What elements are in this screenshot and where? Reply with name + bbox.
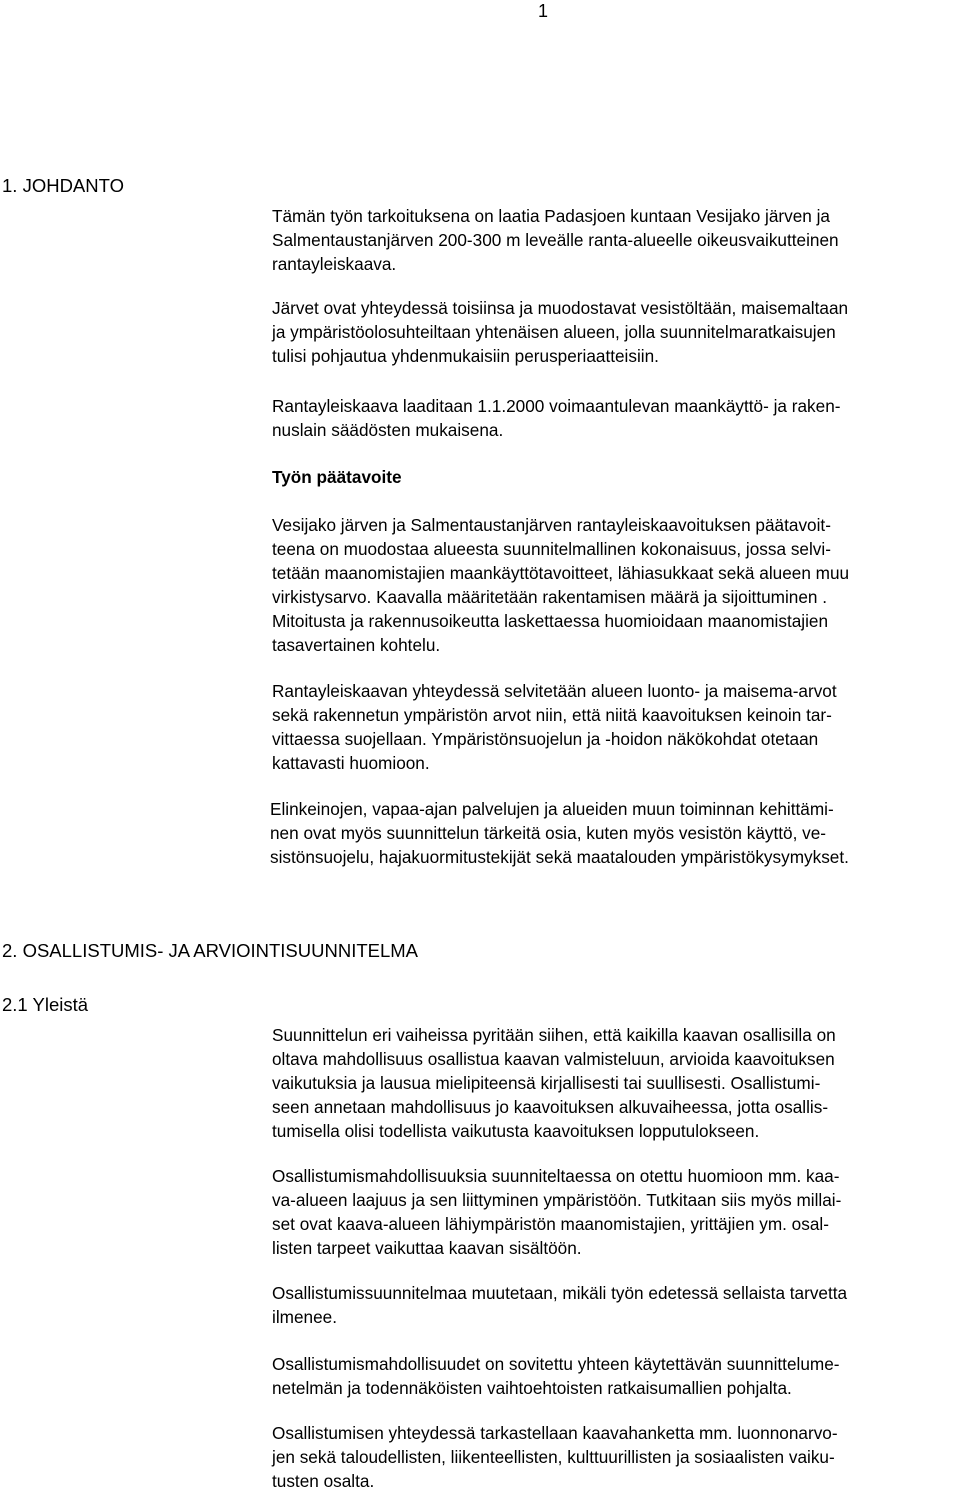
text-line: nen ovat myös suunnittelun tärkeitä osia, kuten myös vesistön käyttö, ve-	[270, 823, 827, 843]
text-line: tumisella olisi todellista vaikutusta kaavoituksen lopputulokseen.	[272, 1121, 760, 1141]
text-line: Osallistumismahdollisuudet on sovitettu yhteen käytettävän suunnittelume-	[272, 1354, 840, 1374]
section-2-heading: 2. OSALLISTUMIS- JA ARVIOINTISUUNNITELMA	[2, 940, 419, 961]
text-line: Vesijako järven ja Salmentaustanjärven rantayleiskaavoituksen päätavoit-	[272, 515, 831, 535]
text-line: oltava mahdollisuus osallistua kaavan valmisteluun, arvioida kaavoituksen	[272, 1049, 835, 1069]
text-line: vittaessa suojellaan. Ympäristönsuojelun ja -hoidon näkökohdat otetaan	[272, 729, 819, 749]
text-line: ja ympäristöolosuhteiltaan yhtenäisen alueen, jolla suunnitelmaratkaisujen	[272, 322, 836, 342]
text-line: set ovat kaava-alueen lähiympäristön maanomistajien, yrittäjien ym. osal-	[272, 1214, 829, 1234]
text-line: Rantayleiskaava laaditaan 1.1.2000 voimaantulevan maankäyttö- ja raken-	[272, 396, 841, 416]
text-line: tulisi pohjautua yhdenmukaisiin perusperiaatteisiin.	[272, 346, 659, 366]
text-line: va-alueen laajuus ja sen liittyminen ympäristöön. Tutkitaan siis myös millai-	[272, 1190, 842, 1210]
text-line: Rantayleiskaavan yhteydessä selvitetään alueen luonto- ja maisema-arvot	[272, 681, 837, 701]
text-line: Elinkeinojen, vapaa-ajan palvelujen ja alueiden muun toiminnan kehittämi-	[270, 799, 834, 819]
text-line: listen tarpeet vaikuttaa kaavan sisältöön.	[272, 1238, 582, 1258]
text-line: Tämän työn tarkoituksena on laatia Padasjoen kuntaan Vesijako järven ja	[272, 206, 830, 226]
text-line: vaikutuksia ja lausua mielipiteensä kirjallisesti tai suullisesti. Osallistumi-	[272, 1073, 821, 1093]
text-line: Osallistumissuunnitelmaa muutetaan, mikäli työn edetessä sellaista tarvetta	[272, 1283, 848, 1303]
text-line: tasavertainen kohtelu.	[272, 635, 441, 655]
text-line: Salmentaustanjärven 200-300 m leveälle ranta-alueelle oikeusvaikutteinen	[272, 230, 839, 250]
text-line: virkistysarvo. Kaavalla määritetään rakentamisen määrä ja sijoittuminen .	[272, 587, 828, 607]
subheading-tyon-paatavoite: Työn päätavoite	[272, 467, 402, 487]
text-line: jen sekä taloudellisten, liikenteellisten, kulttuurillisten ja sosiaalisten vaiku-	[272, 1447, 835, 1467]
text-line: nuslain säädösten mukaisena.	[272, 420, 504, 440]
section-2-1-heading: 2.1 Yleistä	[2, 994, 89, 1015]
text-line: sistönsuojelu, hajakuormitustekijät sekä maatalouden ympäristökysymykset.	[270, 847, 849, 867]
text-line: Järvet ovat yhteydessä toisiinsa ja muodostavat vesistöltään, maisemaltaan	[272, 298, 849, 318]
text-line: kattavasti huomioon.	[272, 753, 430, 773]
text-line: teena on muodostaa alueesta suunnitelmallinen kokonaisuus, jossa selvi-	[272, 539, 831, 559]
page-number: 1	[538, 1, 549, 21]
text-line: Suunnittelun eri vaiheissa pyritään siihen, että kaikilla kaavan osallisilla on	[272, 1025, 836, 1045]
text-line: ilmenee.	[272, 1307, 337, 1327]
text-line: sekä rakennetun ympäristön arvot niin, että niitä kaavoituksen keinoin tar-	[272, 705, 832, 725]
text-line: Osallistumismahdollisuuksia suunniteltaessa on otettu huomioon mm. kaa-	[272, 1166, 840, 1186]
text-line: Osallistumisen yhteydessä tarkastellaan kaavahanketta mm. luonnonarvo-	[272, 1423, 838, 1443]
text-line: netelmän ja todennäköisten vaihtoehtoisten ratkaisumallien pohjalta.	[272, 1378, 792, 1398]
text-line: tetään maanomistajien maankäyttötavoitteet, lähiasukkaat sekä alueen muu	[272, 563, 850, 583]
text-line: tusten osalta.	[272, 1471, 375, 1491]
text-line: seen annetaan mahdollisuus jo kaavoituksen alkuvaiheessa, jotta osallis-	[272, 1097, 829, 1117]
text-line: rantayleiskaava.	[272, 254, 397, 274]
section-1-heading: 1. JOHDANTO	[2, 175, 124, 196]
text-line: Mitoitusta ja rakennusoikeutta laskettaessa huomioidaan maanomistajien	[272, 611, 829, 631]
